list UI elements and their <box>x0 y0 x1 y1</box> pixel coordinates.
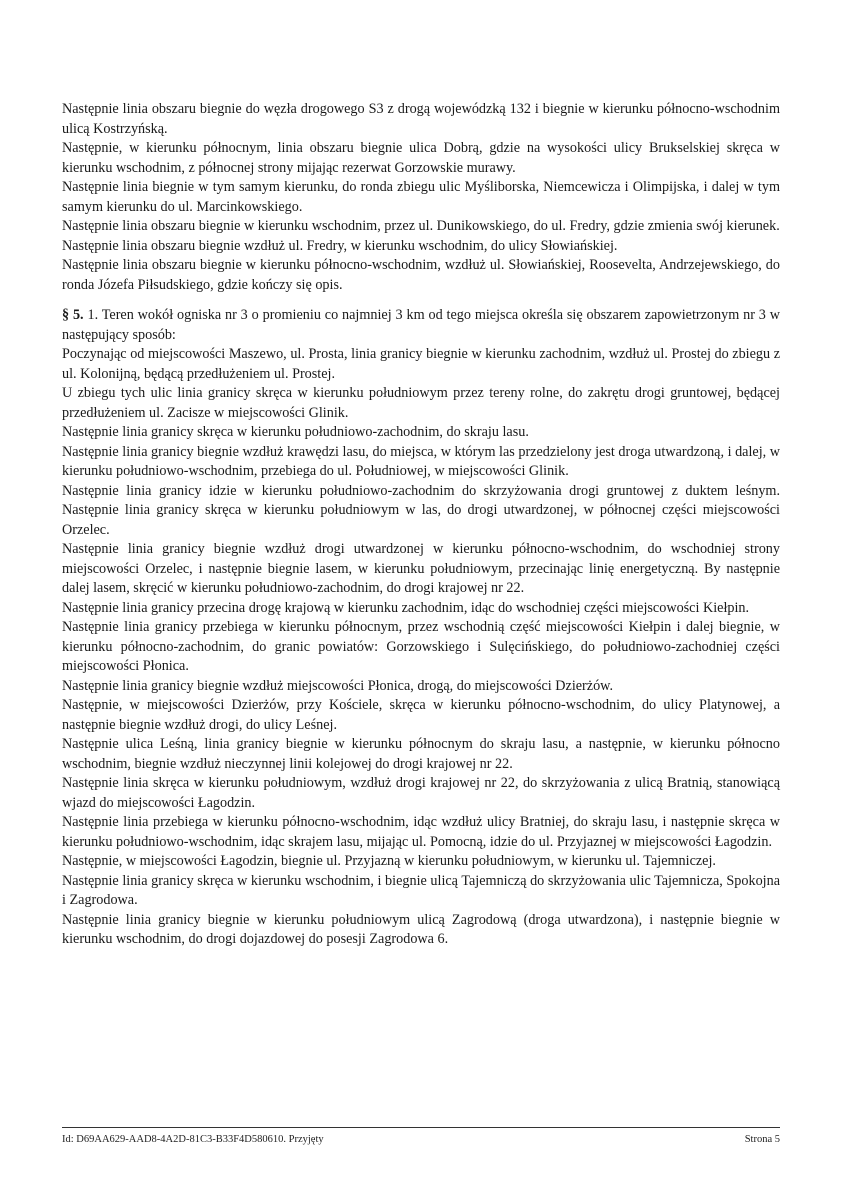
paragraph: Następnie linia granicy biegnie wzdłuż miejscowości Płonica, drogą, do miejscowości Dzierżów. <box>62 677 614 694</box>
section-5-intro <box>62 306 780 345</box>
paragraph: Następnie linia granicy biegnie w kierunku południowym ulicą Zagrodową (droga utwardzona), i następnie biegnie w kierunku wschodnim, do drogi dojazdowej do posesji Zagrodowa 6. <box>62 911 780 947</box>
section-5-intro-text: 1. Teren wokół ogniska nr 3 o promieniu co najmniej 3 km od tego miejsca określa się obszarem zapowietrzonym nr 3 w następujący sposób: <box>62 307 780 343</box>
section-5-label: § 5. <box>62 307 84 323</box>
paragraph: Następnie linia granicy biegnie wzdłuż krawędzi lasu, do miejsca, w którym las przedzielony jest droga utwardzoną, i dalej, w kierunku południowo-wschodnim, przebiega do ul. Południowej, w miejscowości Glinik. <box>62 443 780 479</box>
paragraph: Następnie ulica Leśną, linia granicy biegnie w kierunku północnym do skraju lasu, a następnie, w kierunku północno wschodnim, biegnie wzdłuż nieczynnej linii kolejowej do drogi krajowej nr 22. <box>62 736 780 772</box>
paragraph: Następnie, w miejscowości Łagodzin, biegnie ul. Przyjazną w kierunku południowym, w kierunku ul. Tajemniczej. <box>62 853 716 869</box>
paragraph: Poczynając od miejscowości Maszewo, ul. Prosta, linia granicy biegnie w kierunku zachodnim, wzdłuż ul. Prostej do zbiegu z ul. Kolonijną, będącą przedłużeniem ul. Prostej. <box>62 346 780 382</box>
paragraph: Następnie, w miejscowości Dzierżów, przy Kościele, skręca w kierunku północno-wschodnim, do ulicy Platynowej, a następnie biegnie wzdłuż drogi, do ulicy Leśnej. <box>62 697 780 733</box>
paragraph: U zbiegu tych ulic linia granicy skręca w kierunku południowym przez tereny rolne, do zakrętu drogi gruntowej, będącej przedłużeniem ul. Zacisze w miejscowości Glinik. <box>62 385 780 421</box>
paragraph: Następnie linia biegnie w tym samym kierunku, do ronda zbiegu ulic Myśliborska, Niemcewicza i Olimpijska, i dalej w tym samym kierunku do ul. Marcinkowskiego. <box>62 179 780 215</box>
paragraph: Następnie linia obszaru biegnie wzdłuż ul. Fredry, w kierunku wschodnim, do ulicy Słowiańskiej. <box>62 237 618 254</box>
paragraph: Następnie linia granicy skręca w kierunku południowo-zachodnim, do skraju lasu. <box>62 424 529 440</box>
page-number: Strona 5 <box>744 1134 780 1145</box>
paragraph: Następnie linia skręca w kierunku południowym, wzdłuż drogi krajowej nr 22, do skrzyżowania z ulicą Bratnią, stanowiącą wjazd do miejscowości Łagodzin. <box>62 775 780 811</box>
paragraph: Następnie, w kierunku północnym, linia obszaru biegnie ulica Dobrą, gdzie na wysokości ulicy Brukselskiej skręca w kierunku wschodnim, z północnej strony mijając rezerwat Gorzowskie murawy. <box>62 140 780 176</box>
paragraph: Następnie linia granicy biegnie wzdłuż drogi utwardzonej w kierunku północno-wschodnim, do wschodniej strony miejscowości Orzelec, i następnie biegnie lasem, w kierunku południowym, przecinając linię energetyczną. By następnie dalej lasem, skręcić w kierunku południowo-zachodnim, do drogi krajowej nr 22. <box>62 541 780 596</box>
paragraph: Następnie linia granicy idzie w kierunku południowo-zachodnim do skrzyżowania drogi gruntowej z duktem leśnym. Następnie linia granicy skręca w kierunku południowym w las, do drogi utwardzonej, w północnej części miejscowości Orzelec. <box>62 482 780 538</box>
paragraph: Następnie linia obszaru biegnie w kierunku północno-wschodnim, wzdłuż ul. Słowiańskiej, Roosevelta, Andrzejewskiego, do ronda Józefa Piłsudskiego, gdzie kończy się opis. <box>62 257 780 293</box>
document-id: Id: D69AA629-AAD8-4A2D-81C3-B33F4D580610. Przyjęty <box>62 1134 324 1145</box>
paragraph: Następnie linia obszaru biegnie do węzła drogowego S3 z drogą wojewódzką 132 i biegnie w kierunku północno-wschodnim ulicą Kostrzyńską. <box>62 101 780 137</box>
document-body <box>62 100 780 950</box>
paragraph: Następnie linia przebiega w kierunku północno-wschodnim, idąc wzdłuż ulicy Bratniej, do skraju lasu, i następnie skręca w kierunku południowo-wschodnim, idąc skrajem lasu, mijając ul. Pomocną, idzie do ul. Przyjaznej w miejscowości Łagodzin. <box>62 814 780 850</box>
paragraph: Następnie linia granicy przecina drogę krajową w kierunku zachodnim, idąc do wschodniej części miejscowości Kiełpin. <box>62 599 750 616</box>
page-footer <box>62 1133 780 1147</box>
paragraph: Następnie linia obszaru biegnie w kierunku wschodnim, przez ul. Dunikowskiego, do ul. Fredry, gdzie zmienia swój kierunek. <box>62 218 780 234</box>
paragraph: Następnie linia granicy skręca w kierunku wschodnim, i biegnie ulicą Tajemniczą do skrzyżowania ulic Tajemnicza, Spokojna i Zagrodowa. <box>62 872 780 908</box>
paragraph: Następnie linia granicy przebiega w kierunku północnym, przez wschodnią część miejscowości Kiełpin i dalej biegnie, w kierunku północno-zachodnim, do granic powiatów: Gorzowskiego i Sulęcińskiego, do południowo-zachodniej części miejscowości Płonica. <box>62 619 780 674</box>
footer-divider <box>62 1127 780 1128</box>
